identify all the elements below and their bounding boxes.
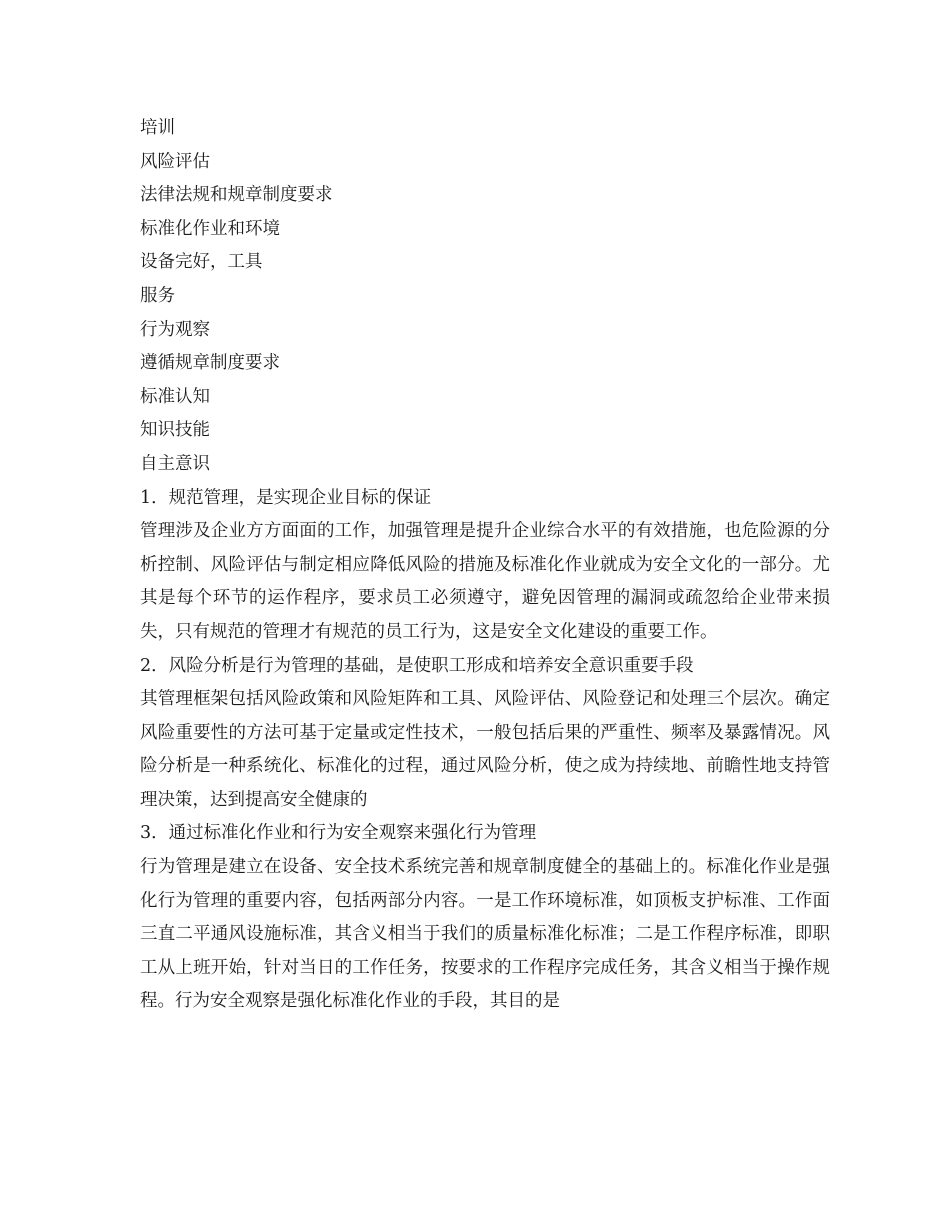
section-heading-3: 3．通过标准化作业和行为安全观察来强化行为管理 [140,823,537,844]
section-heading-2: 2．风险分析是行为管理的基础，是使职工形成和培养安全意识重要手段 [140,655,694,676]
list-item: 自主意识 [140,453,210,474]
list-item: 设备完好，工具 [140,252,263,273]
list-item: 知识技能 [140,420,210,441]
section-body-3: 行为管理是建立在设备、安全技术系统完善和规章制度健全的基础上的。标准化作业是强化行为管理的重要内容，包括两部分内容。一是工作环境标准，如顶板支护标准、工作面三直二平通风设施标准，其含义相当于我们的质量标准化标准；二是工作程序标准，即职工从上班开始，针对当日的工作任务，按要求的工作程序完成任务，其含义相当于操作规程。行为安全观察是强化标准化作业的手段，其目的是 [140,857,830,1012]
list-item: 行为观察 [140,319,210,340]
list-item: 培训 [140,118,175,138]
list-item: 风险评估 [140,151,210,172]
document-content [140,112,830,1019]
list-item: 标准化作业和环境 [140,218,280,239]
list-item: 遵循规章制度要求 [140,353,280,374]
list-item: 服务 [140,285,175,306]
list-item: 标准认知 [140,386,210,407]
section-body-1: 管理涉及企业方方面面的工作，加强管理是提升企业综合水平的有效措施，也危险源的分析控制、风险评估与制定相应降低风险的措施及标准化作业就成为安全文化的一部分。尤其是每个环节的运作程序，要求员工必须遵守，避免因管理的漏洞或疏忽给企业带来损失，只有规范的管理才有规范的员工行为，这是安全文化建设的重要工作。 [140,521,830,642]
section-heading-1: 1．规范管理，是实现企业目标的保证 [140,487,432,508]
section-body-2: 其管理框架包括风险政策和风险矩阵和工具、风险评估、风险登记和处理三个层次。确定风险重要性的方法可基于定量或定性技术，一般包括后果的严重性、频率及暴露情况。风险分析是一种系统化、标准化的过程，通过风险分析，使之成为持续地、前瞻性地支持管理决策，达到提高安全健康的 [140,689,830,810]
list-item: 法律法规和规章制度要求 [140,185,333,206]
